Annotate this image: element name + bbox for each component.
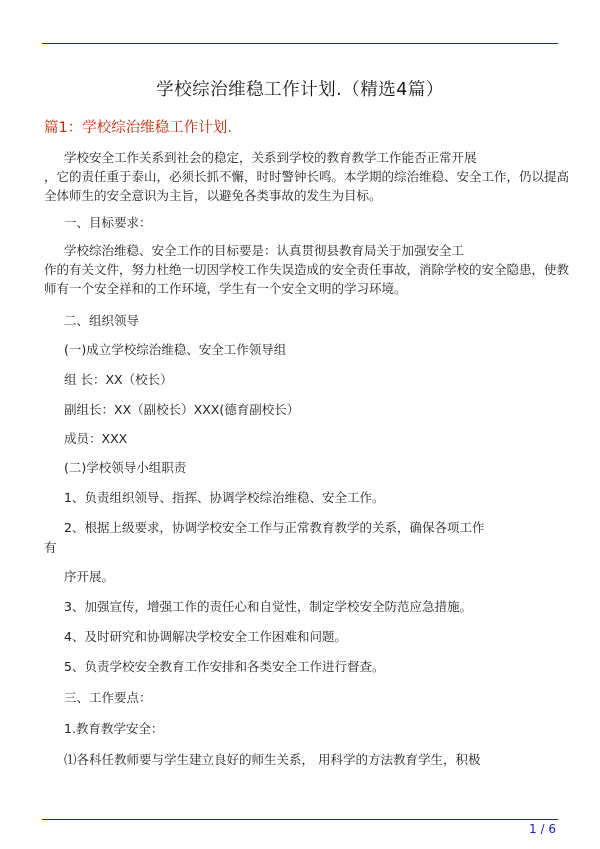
members-line: 成员：XXX [64, 431, 128, 446]
leader-line: 组 长：XX（校长） [64, 372, 173, 387]
heading-work-points: 三、工作要点： [64, 690, 152, 705]
duty-item: 1、负责组织领导、指挥、协调学校综治维稳、安全工作。 [64, 490, 385, 505]
page-number: 1 / 6 [529, 822, 556, 836]
paragraph-line: 学校安全工作关系到社会的稳定，关系到学校的教育教学工作能否正常开展 [64, 150, 477, 165]
heading-organization: 二、组织领导 [64, 313, 140, 328]
duty-item: 5、负责学校安全教育工作安排和各类安全工作进行督查。 [64, 659, 385, 674]
duty-item-wrap: 序开展。 [64, 569, 115, 584]
duty-item: 3、加强宣传，增强工作的责任心和自觉性，制定学校安全防范应急措施。 [64, 599, 472, 614]
point-heading: 1.教育教学安全： [64, 721, 164, 736]
paragraph-line: 师有一个安全祥和的工作环境，学生有一个安全文明的学习环境。 [44, 281, 407, 296]
document-title: 学校综治维稳工作计划.（精选4篇） [156, 80, 444, 100]
paragraph-line: 学校综治维稳、安全工作的目标要是：认真贯彻县教育局关于加强安全工 [64, 243, 465, 258]
section-heading: 篇1：学校综治维稳工作计划. [44, 120, 232, 136]
bottom-rule [42, 819, 558, 820]
duty-item-wrap: 有 [44, 540, 57, 555]
paragraph-line: 作的有关文件，努力杜绝一切因学校工作失误造成的安全责任事故，消除学校的安全隐患，使教 [44, 262, 570, 277]
top-rule [42, 43, 558, 44]
duty-item: 2、根据上级要求，协调学校安全工作与正常教育教学的关系，确保各项工作 [64, 520, 485, 535]
heading-goal: 一、目标要求： [64, 215, 152, 230]
paragraph-line: 全体师生的安全意识为主旨，以避免各类事故的发生为目标。 [44, 188, 382, 203]
duty-item: 4、及时研究和协调解决学校安全工作困难和问题。 [64, 629, 347, 644]
vice-leader-line: 副组长：XX（副校长）XXX(德育副校长） [64, 402, 300, 417]
point-item: ⑴各科任教师要与学生建立良好的师生关系， 用科学的方法教育学生，积极 [64, 752, 481, 767]
subheading-leadership-group: (一)成立学校综治维稳、安全工作领导组 [64, 342, 287, 357]
subheading-duties: (二)学校领导小组职责 [64, 460, 187, 475]
paragraph-line: ，它的责任重于泰山，必须长抓不懈，时时警钟长鸣。本学期的综治维稳、安全工作，仍以提高 [44, 169, 570, 184]
